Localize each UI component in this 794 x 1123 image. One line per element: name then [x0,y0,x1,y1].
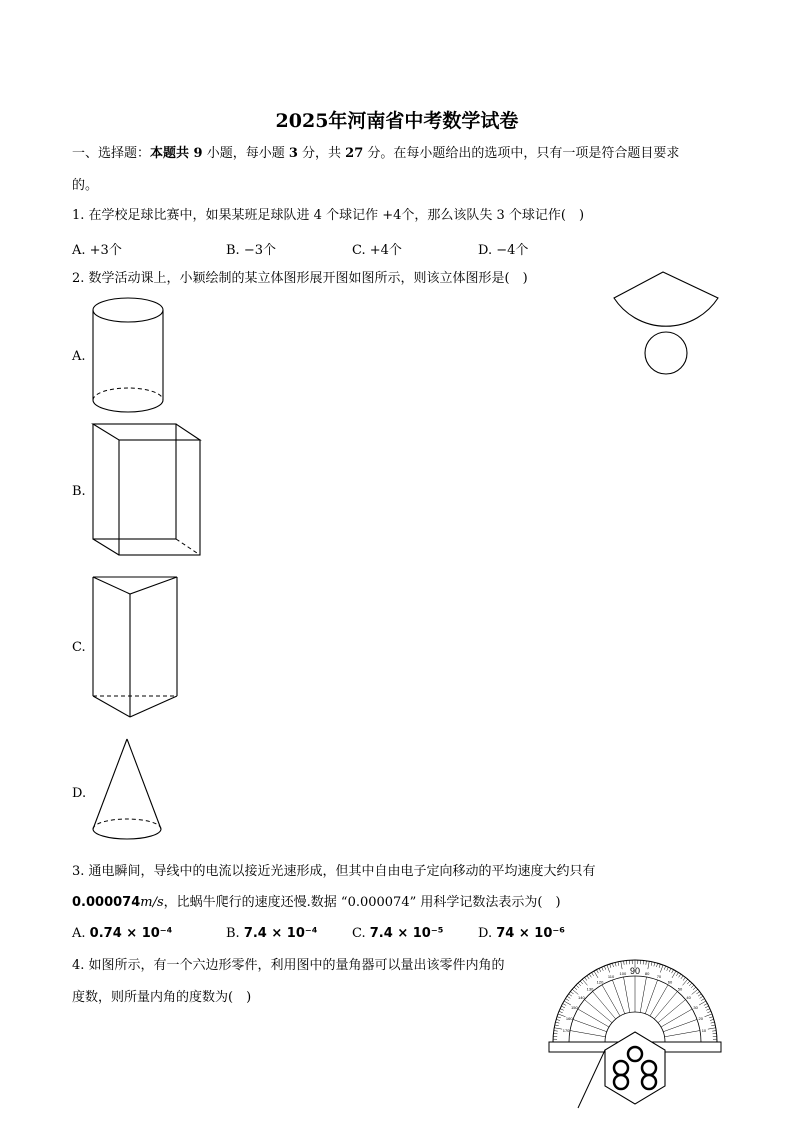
svg-text:120: 120 [596,979,604,985]
triangular-prism-figure [88,572,184,724]
question-3-option-b[interactable] [226,926,317,941]
protractor-figure [548,958,722,1118]
prism-figure [88,420,206,564]
svg-text:150: 150 [571,1005,578,1010]
svg-text:80: 80 [644,971,650,977]
option-label: B. [226,926,240,941]
option-value: 0.74 × 10⁻⁴ [89,926,173,941]
svg-text:40: 40 [686,995,691,1001]
section-heading-a: 本题共 [150,146,194,161]
question-3-unit: m/s [140,895,164,910]
svg-text:60: 60 [667,979,673,985]
base-circle [645,332,687,374]
option-label: D. [478,926,493,941]
question-4-stem-line1: 4. 如图所示，有一个六边形零件，利用图中的量角器可以量出该零件内角的 [72,958,505,973]
option-value: 7.4 × 10⁻⁵ [369,926,444,941]
option-value: 74 × 10⁻⁶ [496,926,565,941]
question-3-stem-line2 [72,895,561,911]
question-2-option-c[interactable]: C. [72,640,86,655]
option-value: 7.4 × 10⁻⁴ [243,926,318,941]
svg-text:170: 170 [562,1027,570,1033]
svg-text:10: 10 [701,1027,707,1033]
svg-text:20: 20 [698,1016,704,1022]
section-heading-line2: 的。 [72,178,99,193]
svg-text:50: 50 [677,986,683,992]
question-3-option-a[interactable] [72,926,172,941]
section-score-each: 3 [288,146,298,161]
section-heading-prefix: 一、选择题： [72,146,151,161]
cone-net-figure [606,270,726,380]
question-1-option-a[interactable]: A. +3个 [72,243,122,258]
svg-text:160: 160 [565,1016,573,1022]
svg-text:140: 140 [578,995,585,1001]
question-2-option-b[interactable]: B. [72,484,86,499]
svg-text:70: 70 [656,974,662,980]
section-score-total: 27 [345,146,364,161]
option-label: C. [352,926,366,941]
svg-text:30: 30 [693,1005,698,1010]
section-heading-b: 小题，每小题 [202,146,289,161]
question-1-stem: 1. 在学校足球比赛中，如果某班足球队进 4 个球记作 +4个，那么该队失 3 个球记作( ) [72,208,585,223]
question-1-option-d[interactable]: D. −4个 [478,243,529,258]
section-heading-rest: 分。在每小题给出的选项中，只有一项是符合题目要求 [363,146,680,161]
question-3-value: 0.000074 [72,895,141,910]
question-3-stem-rest: ，比蜗牛爬行的速度还慢.数据 “0.000074” 用科学记数法表示为( ) [163,895,561,910]
sector-shape [614,272,718,326]
question-1-option-b[interactable]: B. −3个 [226,243,276,258]
option-label: A. [72,926,86,941]
question-2-option-a[interactable]: A. [72,349,86,364]
question-3-option-c[interactable] [352,926,443,941]
question-2-stem: 2. 数学活动课上，小颖绘制的某立体图形展开图如图所示，则该立体图形是( ) [72,271,528,286]
svg-text:110: 110 [607,974,615,980]
question-2-option-d[interactable]: D. [72,786,87,801]
page-title: 2025年河南省中考数学试卷 [275,110,519,132]
cone-figure [88,734,168,846]
cylinder-figure [88,295,172,419]
svg-text:130: 130 [586,986,594,992]
question-3-option-d[interactable] [478,926,565,941]
protractor-90-label: 90 [629,966,641,976]
section-heading [72,146,679,162]
question-3-stem-line1: 3. 通电瞬间，导线中的电流以接近光速形成，但其中自由电子定向移动的平均速度大约只有 [72,864,596,879]
question-1-option-c[interactable]: C. +4个 [352,243,402,258]
question-4-stem-line2: 度数，则所量内角的度数为( ) [72,990,252,1005]
svg-text:100: 100 [619,971,627,977]
section-heading-c: 分，共 [297,146,346,161]
section-question-count: 9 [193,146,203,161]
